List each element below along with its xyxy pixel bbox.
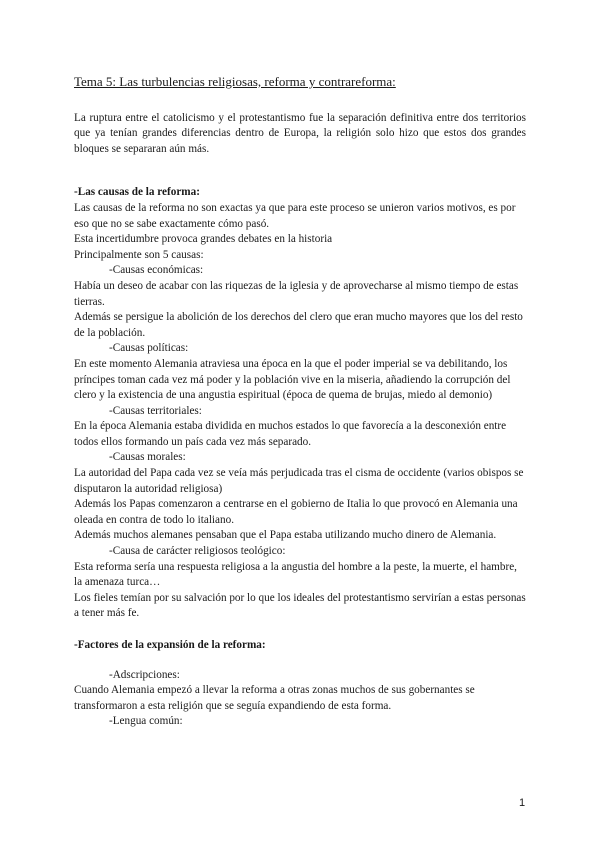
territoriales-subheading: -Causas territoriales:: [109, 404, 202, 417]
economicas-paragraph-1: Había un deseo de acabar con las riquezas de la iglesia y de aprovecharse al mismo tiempo de estas tierras.: [74, 279, 519, 308]
religiosa-paragraph-1: Esta reforma sería una respuesta religiosa a la angustia del hombre a la peste, la muerte, el hambre, la amenaza turca…: [74, 560, 517, 589]
territoriales-paragraph-1: En la época Alemania estaba dividida en muchos estados lo que favorecía a la desconexión entre todos ellos formando un país cada vez más separado.: [74, 420, 507, 448]
economicas-paragraph-2: Además se persigue la abolición de los derechos del clero que eran mucho mayores que los del resto de la población.: [74, 311, 523, 339]
morales-paragraph-2: Además los Papas comenzaron a centrarse en el gobierno de Italia lo que provocó en Alemania una oleada en contra de todo lo italiano.: [74, 498, 518, 526]
page-number: 1: [519, 797, 526, 809]
adscripciones-subheading: -Adscripciones:: [109, 668, 180, 681]
intro-paragraph: La ruptura entre el catolicismo y el protestantismo fue la separación definitiva entre dos territorios que ya tenían grandes diferencias dentro de Europa, la religión solo hizo que estos dos grandes bloques se separaran aún más.: [74, 111, 526, 155]
politicas-subheading: -Causas políticas:: [109, 342, 189, 355]
religiosa-subheading: -Causa de carácter religiosos teológico:: [109, 545, 286, 558]
causas-heading: -Las causas de la reforma:: [74, 186, 200, 199]
morales-paragraph-1: La autoridad del Papa cada vez se veía más perjudicada tras el cisma de occidente (varios obispos se disputaron la autoridad religiosa): [74, 467, 524, 495]
causas-paragraph-3: Principalmente son 5 causas:: [74, 248, 204, 261]
economicas-subheading: -Causas económicas:: [109, 264, 204, 277]
adscripciones-paragraph-1: Cuando Alemania empezó a llevar la reforma a otras zonas muchos de sus gobernantes se transformaron a esta religión que se seguía expandiendo de esta forma.: [74, 684, 475, 712]
morales-paragraph-3: Además muchos alemanes pensaban que el Papa estaba utilizando mucho dinero de Alemania.: [74, 529, 497, 542]
causas-paragraph-2: Esta incertidumbre provoca grandes debates en la historia: [74, 233, 333, 246]
lengua-subheading: -Lengua común:: [109, 715, 183, 728]
section-spacer: [74, 654, 526, 668]
document-title: Tema 5: Las turbulencias religiosas, reforma y contrareforma:: [74, 74, 396, 89]
causas-paragraph-1: Las causas de la reforma no son exactas ya que para este proceso se unieron varios motivos, es por eso que no se sabe exactamente cómo pasó.: [74, 201, 516, 230]
section-spacer: [74, 622, 526, 638]
document-body: [74, 74, 526, 730]
factores-heading: -Factores de la expansión de la reforma:: [74, 639, 266, 651]
morales-subheading: -Causas morales:: [109, 451, 186, 464]
religiosa-paragraph-2: Los fieles temían por su salvación por lo que los ideales del protestantismo servirían a estas personas a tener más fe.: [74, 591, 526, 620]
politicas-paragraph-1: En este momento Alemania atraviesa una época en la que el poder imperial se va debilitando, los príncipes toman cada vez má poder y la población vive en la miseria, añadiendo la corrupción del clero y la existencia de una angustia espiritual (época de quema de brujas, miedo al demonio): [74, 357, 511, 402]
